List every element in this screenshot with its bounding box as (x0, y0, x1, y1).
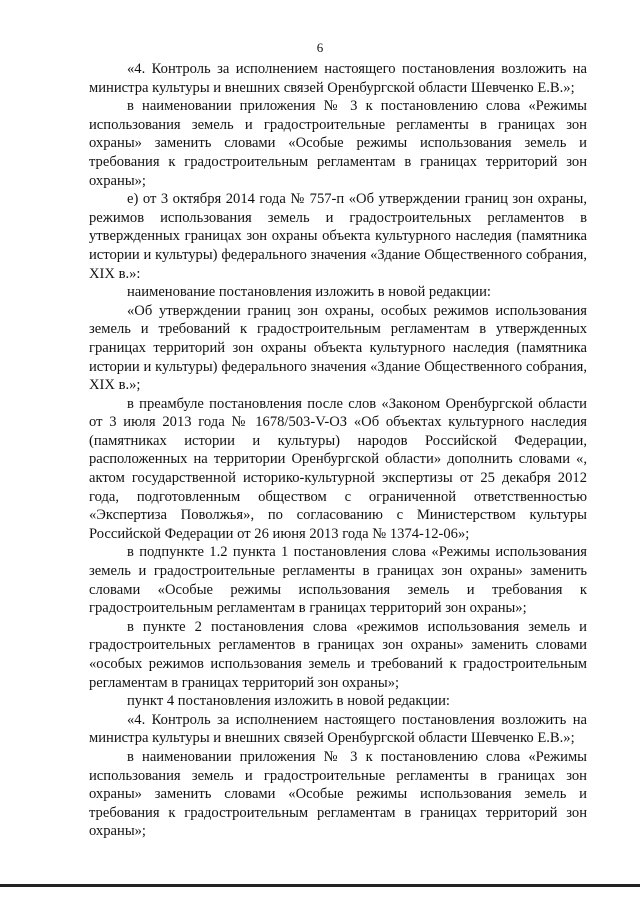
paragraph: в наименовании приложения № 3 к постановлению слова «Режимы использования земель и градостроительные регламенты в границах зон охраны» заменить словами «Особые режимы использования земель и требования к градостроительным регламентам в границах территорий зон охраны»; (89, 98, 587, 189)
paragraph: «4. Контроль за исполнением настоящего постановления возложить на министра культуры и внешних связей Оренбургской области Шевченко Е.В.»; (89, 711, 587, 747)
paragraph: в наименовании приложения № 3 к постановлению слова «Режимы использования земель и градостроительные регламенты в границах зон охраны» заменить словами «Особые режимы использования земель и требования к градостроительным регламентам в границах территорий зон охраны»; (89, 748, 587, 840)
document-body (89, 60, 587, 841)
paragraph: «Об утверждении границ зон охраны, особых режимов использования земель и требований к градостроительным регламентам в утвержденных границах территорий зон охраны объекта культурного наследия (памятника истории и культуры) федерального значения «Здание Общественного собрания, XIX в.»; (89, 302, 587, 394)
page-number: 6 (316, 40, 324, 55)
paragraph: в пункте 2 постановления слова «режимов использования земель и градостроительных регламентов в границах зон охраны» заменить словами «особых режимов использования земель и требований к градостроительным регламентам в границах территорий зон охраны»; (89, 618, 587, 691)
paragraph: е) от 3 октября 2014 года № 757-п «Об утверждении границ зон охраны, режимов использования земель и градостроительных регламентов в утвержденных границах зон охраны объекта культурного наследия (памятника истории и культуры) федерального значения «Здание Общественного собрания, XIX в.»: (89, 191, 587, 282)
paragraph: пункт 4 постановления изложить в новой редакции: (127, 693, 450, 710)
paragraph: «4. Контроль за исполнением настоящего постановления возложить на министра культуры и внешних связей Оренбургской области Шевченко Е.В.»; (89, 61, 587, 96)
paragraph: в подпункте 1.2 пункта 1 постановления слова «Режимы использования земель и градостроительные регламенты в границах зон охраны» заменить словами «Особые режимы использования земель и требования к градостроительным регламентам в границах территорий зон охраны»; (89, 544, 587, 617)
page-bottom-rule (0, 884, 640, 887)
paragraph: в преамбуле постановления после слов «Законом Оренбургской области от 3 июля 2013 года № 1678/503-V-ОЗ «Об объектах культурного наследия (памятниках истории и культуры) народов Российской Федерации, расположенных на территории Оренбургской области» дополнить словами «, актом государственной историко-культурной экспертизы от 25 декабря 2012 года, подготовленным обществом с ограниченной ответственностью «Экспертиза Поволжья», по согласованию с Министерством культуры Российской Федерации от 26 июня 2013 года № 1374-12-06»; (89, 395, 587, 542)
paragraph: наименование постановления изложить в новой редакции: (127, 284, 491, 301)
